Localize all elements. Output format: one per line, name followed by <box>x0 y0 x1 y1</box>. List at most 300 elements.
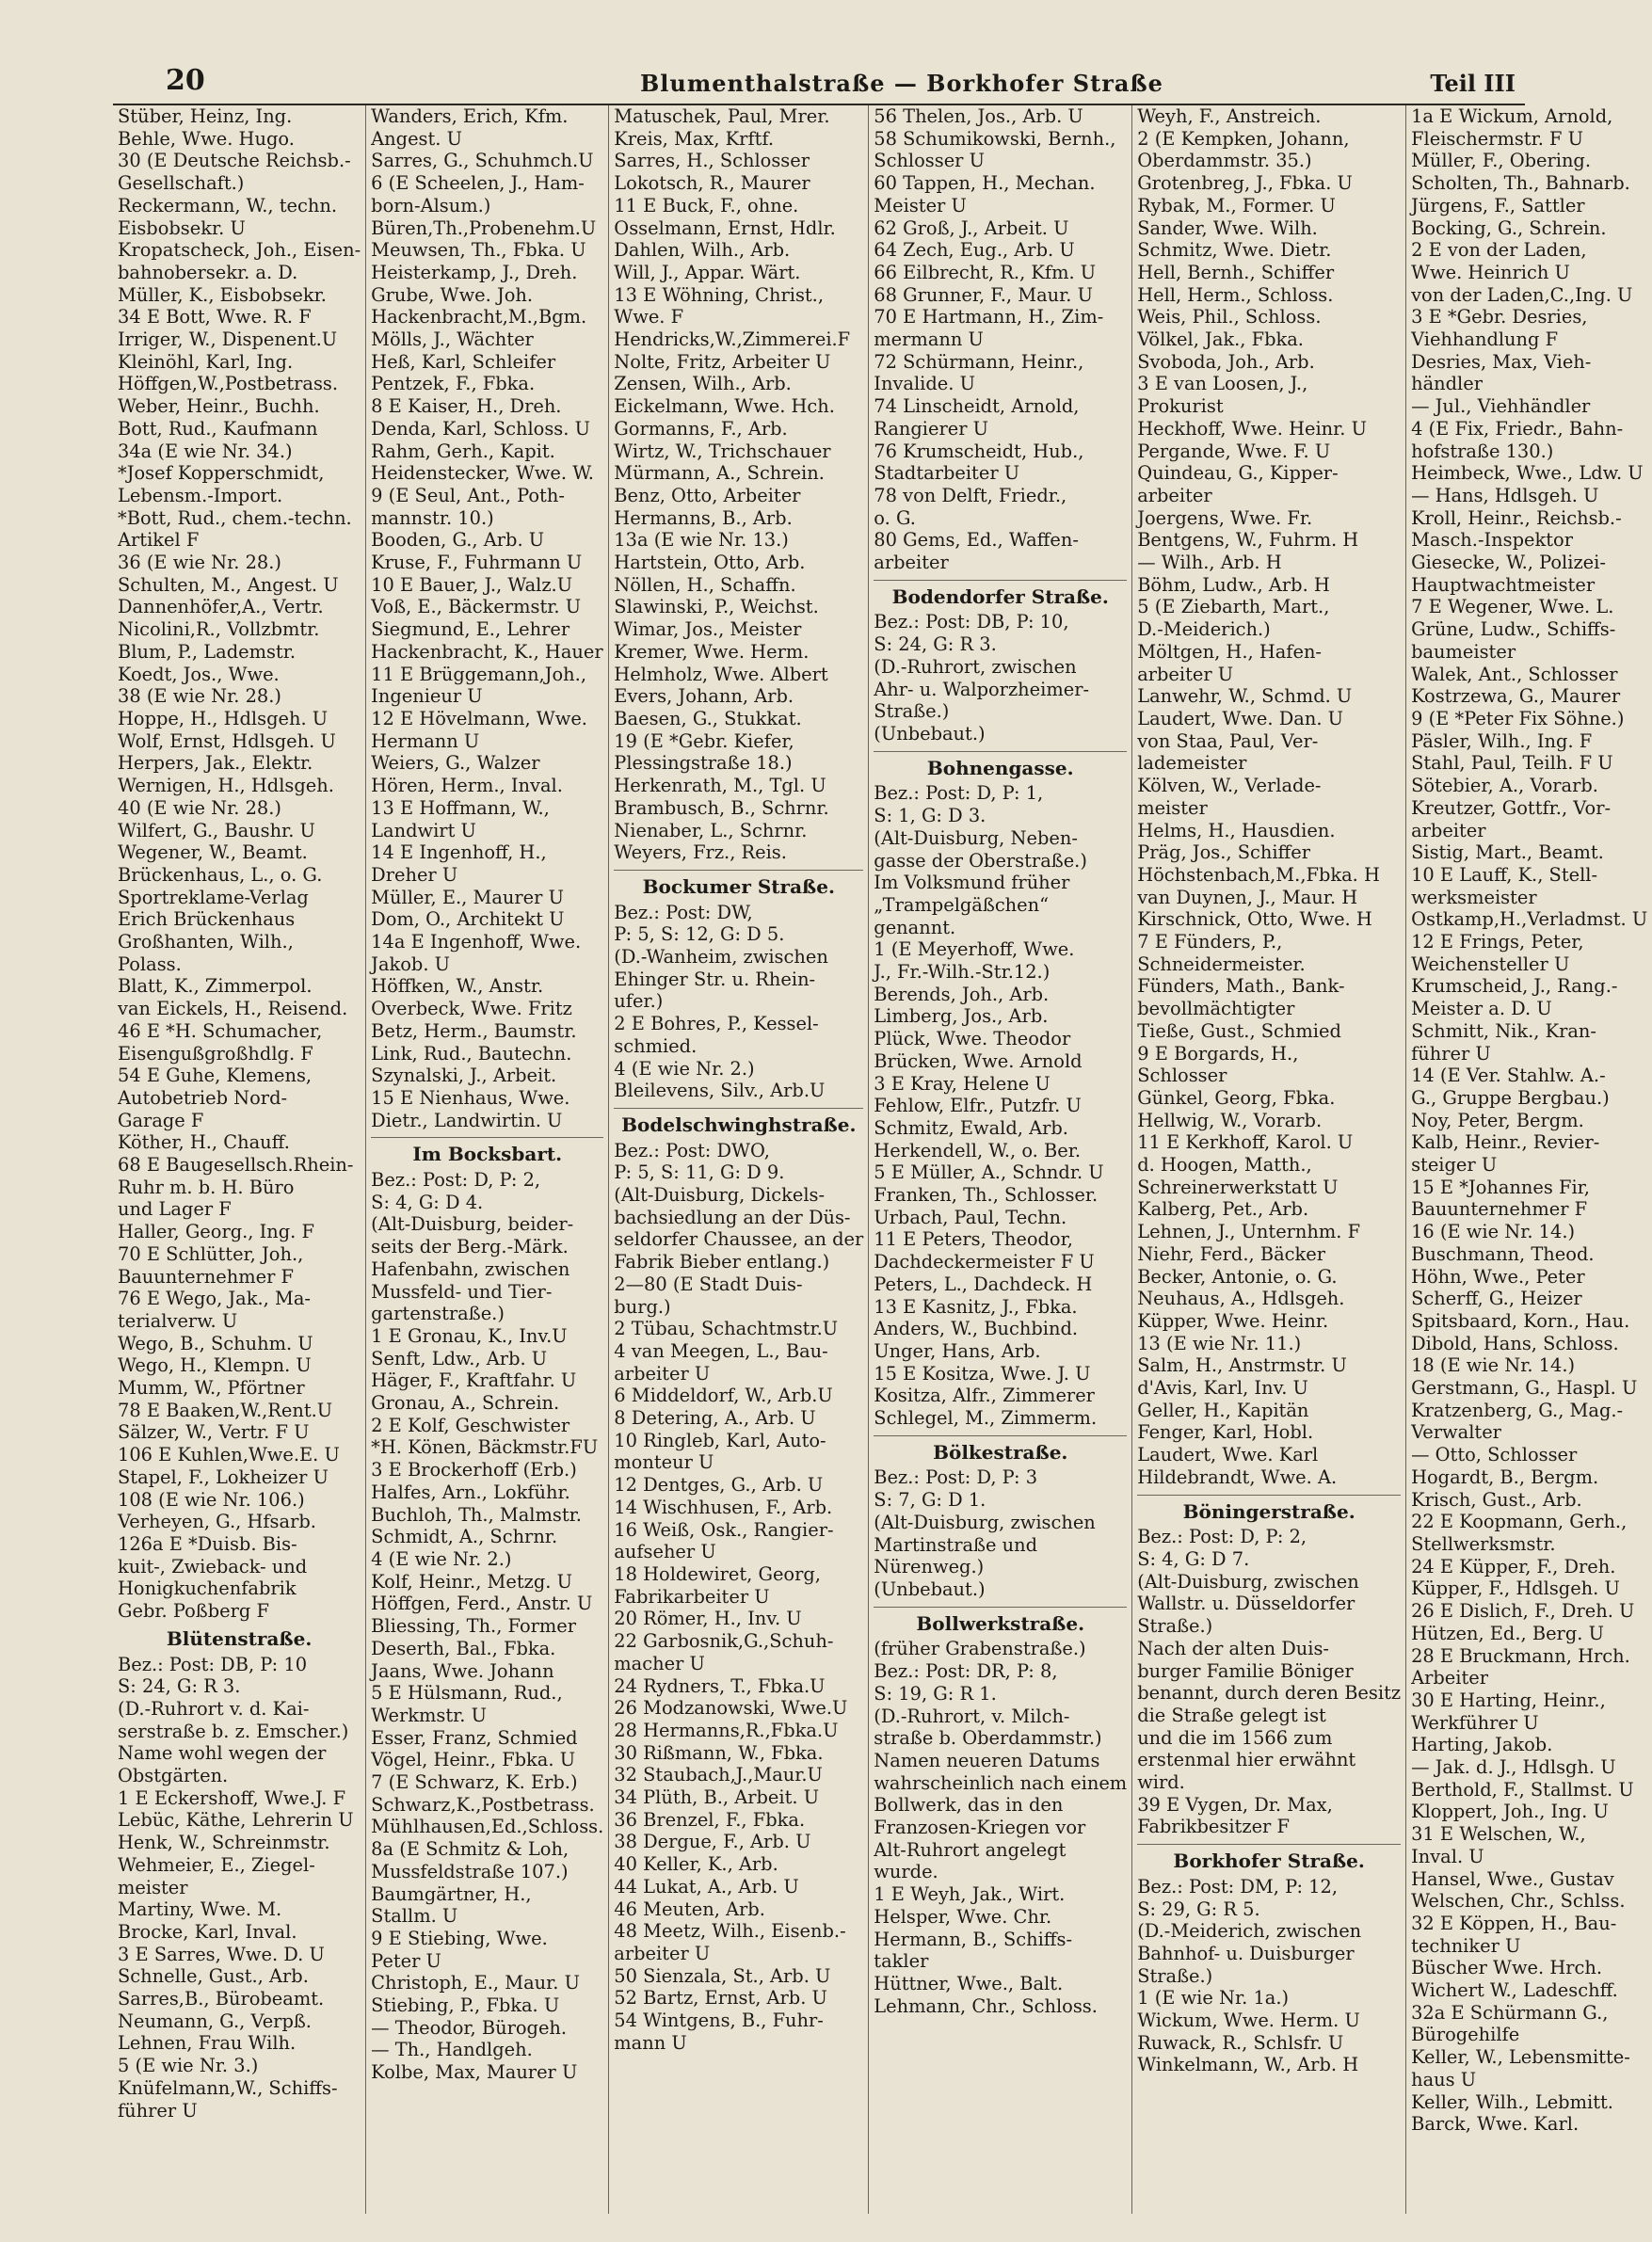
directory-entry: Nienaber, L., Schrnr. <box>614 819 808 841</box>
directory-entry: S: 4, G: D 4. <box>371 1191 484 1213</box>
directory-entry: Stellwerksmstr. <box>1411 1533 1556 1555</box>
directory-entry: Hackenbracht, K., Hauer <box>371 640 603 663</box>
directory-entry: Brambusch, B., Schrnr. <box>614 796 829 819</box>
street-heading: Bodendorfer Straße. <box>891 585 1109 608</box>
directory-entry: Müller, F., Obering. <box>1411 150 1592 172</box>
directory-entry: Eisbobsekr. U <box>118 216 246 239</box>
directory-entry: Rybak, M., Former. U <box>1137 194 1336 216</box>
directory-entry: Siegmund, E., Lehrer <box>371 618 570 641</box>
directory-entry: Anders, W., Buchbind. <box>874 1318 1079 1340</box>
directory-entry: 28 E Bruckmann, Hrch. <box>1411 1644 1630 1667</box>
directory-entry: Sarres,B., Bürobeamt. <box>118 1988 325 2010</box>
directory-entry: Herkenrath, M., Tgl. U <box>614 775 826 797</box>
directory-entry: arbeiter <box>1411 819 1486 841</box>
directory-entry: Mühlhausen,Ed.,Schloss. <box>371 1816 604 1838</box>
directory-entry: Bauunternehmer F <box>118 1265 295 1288</box>
directory-entry: 58 Schumikowski, Bernh., <box>874 127 1116 150</box>
directory-entry: Fabrikbesitzer F <box>1137 1816 1290 1838</box>
directory-entry: Meister U <box>874 194 967 216</box>
directory-entry: Bollwerk, das in den <box>874 1794 1064 1817</box>
directory-entry: Kreutzer, Gottfr., Vor- <box>1411 796 1612 819</box>
directory-entry: 12 E Frings, Peter, <box>1411 931 1584 953</box>
column-1 <box>113 105 365 2214</box>
directory-entry: Ostkamp,H.,Verladmst. U <box>1411 908 1648 931</box>
directory-entry: Artikel F <box>118 529 200 552</box>
directory-entry: (D.-Wanheim, zwischen <box>614 946 828 969</box>
directory-entry: Hermann, B., Schiffs- <box>874 1928 1073 1950</box>
directory-entry: 54 Wintgens, B., Fuhr- <box>614 2010 824 2032</box>
directory-entry: mannstr. 10.) <box>371 506 494 529</box>
directory-entry: Scherff, G., Heizer <box>1411 1288 1582 1310</box>
directory-entry: Osselmann, Ernst, Hdlr. <box>614 216 836 239</box>
directory-entry: Nöllen, H., Schaffn. <box>614 573 796 596</box>
directory-entry: Herpers, Jak., Elektr. <box>118 752 313 775</box>
directory-entry: Bleilevens, Silv., Arb.U <box>614 1080 826 1102</box>
directory-entry: Im Volksmund früher <box>874 872 1070 894</box>
directory-entry: 4 (E wie Nr. 2.) <box>614 1057 755 1080</box>
directory-entry: Brocke, Karl, Inval. <box>118 1920 297 1943</box>
directory-entry: — Otto, Schlosser <box>1411 1444 1578 1466</box>
directory-entry: 34a (E wie Nr. 34.) <box>118 440 293 462</box>
directory-entry: Zensen, Wilh., Arb. <box>614 373 792 395</box>
directory-entry: Kreis, Max, Krftf. <box>614 127 775 150</box>
directory-entry: Eisengußgroßhdlg. F <box>118 1042 313 1065</box>
directory-entry: 3 E *Gebr. Desries, <box>1411 306 1588 328</box>
directory-entry: 34 E Bott, Wwe. R. F <box>118 306 312 328</box>
directory-entry: Müller, K., Eisbobsekr. <box>118 283 327 306</box>
directory-entry: o. G. <box>874 506 916 529</box>
directory-entry: (Alt-Duisburg, zwischen <box>1137 1570 1359 1593</box>
directory-entry: 8a (E Schmitz & Loh, <box>371 1838 569 1861</box>
directory-entry: Berthold, F., Stallmst. U <box>1411 1778 1634 1801</box>
directory-entry: Link, Rud., Bautechn. <box>371 1042 572 1065</box>
directory-entry: 13a (E wie Nr. 13.) <box>614 529 789 552</box>
directory-entry: Oberdammstr. 35.) <box>1137 150 1312 172</box>
directory-entry: Berends, Joh., Arb. <box>874 983 1050 1005</box>
directory-entry: 80 Gems, Ed., Waffen- <box>874 529 1079 552</box>
directory-entry: Brücken, Wwe. Arnold <box>874 1049 1083 1072</box>
directory-entry: Wego, H., Klempn. U <box>118 1354 312 1377</box>
directory-entry: Büren,Th.,Probenehm.U <box>371 216 597 239</box>
directory-entry: Wirtz, W., Trichschauer <box>614 440 831 462</box>
directory-entry: Sander, Wwe. Wilh. <box>1137 216 1318 239</box>
directory-entry: *Bott, Rud., chem.-techn. <box>118 506 352 529</box>
directory-entry: Gormanns, F., Arb. <box>614 417 788 440</box>
directory-entry: Köther, H., Chauff. <box>118 1131 290 1154</box>
directory-entry: Salm, H., Anstrmstr. U <box>1137 1354 1347 1377</box>
directory-entry: 46 Meuten, Arb. <box>614 1898 765 1920</box>
directory-entry: Bott, Rud., Kaufmann <box>118 417 318 440</box>
directory-entry: Meister a. D. U <box>1411 998 1552 1020</box>
directory-entry: Höhn, Wwe., Peter <box>1411 1265 1585 1288</box>
directory-entry: Prokurist <box>1137 395 1224 418</box>
directory-entry: Krisch, Gust., Arb. <box>1411 1488 1582 1511</box>
directory-entry: Möltgen, H., Hafen- <box>1137 640 1322 663</box>
directory-entry: 32a E Schürmann G., <box>1411 2001 1609 2024</box>
directory-entry: Dom, O., Architekt U <box>371 908 565 931</box>
directory-entry: Heß, Karl, Schleifer <box>371 350 556 373</box>
section-divider <box>1137 1844 1401 1845</box>
directory-entry: 38 (E wie Nr. 28.) <box>118 685 281 708</box>
directory-entry: Werkmstr. U <box>371 1704 487 1726</box>
directory-entry: Inval. U <box>1411 1845 1484 1867</box>
directory-entry: Schlosser <box>1137 1065 1227 1087</box>
directory-entry: (früher Grabenstraße.) <box>874 1638 1086 1660</box>
directory-entry: burg.) <box>614 1295 671 1318</box>
directory-entry: Keller, Wilh., Lebmitt. <box>1411 2090 1613 2113</box>
columns-container <box>113 105 1648 2214</box>
directory-entry: Völkel, Jak., Fbka. <box>1137 328 1304 351</box>
directory-entry: wahrscheinlich nach einem <box>874 1771 1128 1794</box>
directory-entry: 70 E Schlütter, Joh., <box>118 1242 304 1265</box>
directory-entry: Gebr. Poßberg F <box>118 1600 269 1623</box>
directory-entry: Wegener, W., Beamt. <box>118 841 308 864</box>
directory-entry: von Staa, Paul, Ver- <box>1137 729 1319 752</box>
directory-entry: 10 E Bauer, J., Walz.U <box>371 573 573 596</box>
directory-entry: Schmitt, Nik., Kran- <box>1411 1019 1596 1042</box>
street-heading: Bölkestraße. <box>933 1440 1068 1464</box>
directory-entry: (Alt-Duisburg, Dickels- <box>614 1184 826 1207</box>
directory-entry: aufseher U <box>614 1541 716 1563</box>
directory-entry: Keller, W., Lebensmitte- <box>1411 2046 1630 2069</box>
directory-entry: Lebensm.-Import. <box>118 484 283 506</box>
directory-entry: Präg, Jos., Schiffer <box>1137 841 1311 864</box>
directory-entry: Böhm, Ludw., Arb. H <box>1137 573 1330 596</box>
directory-entry: Viehhandlung F <box>1411 328 1559 351</box>
directory-entry: Nürenweg.) <box>874 1556 985 1578</box>
section-divider <box>614 1108 863 1109</box>
directory-entry: Scholten, Th., Bahnarb. <box>1411 172 1630 195</box>
directory-entry: Schulten, M., Angest. U <box>118 573 339 596</box>
directory-entry: Höffgen,W.,Postbetrass. <box>118 373 339 395</box>
directory-entry: Jürgens, F., Sattler <box>1411 194 1585 216</box>
directory-entry: Lehnen, J., Unternhm. F <box>1137 1221 1361 1243</box>
directory-entry: Bez.: Post: D, P: 3 <box>874 1466 1038 1489</box>
directory-entry: 9 E Stiebing, Wwe. <box>371 1927 548 1949</box>
directory-entry: Hauptwachtmeister <box>1411 573 1596 596</box>
directory-entry: Hören, Herm., Inval. <box>371 775 563 797</box>
directory-entry: Gerstmann, G., Haspl. U <box>1411 1377 1638 1400</box>
directory-entry: Hoppe, H., Hdlsgeh. U <box>118 707 329 729</box>
directory-entry: 15 E Kositza, Wwe. J. U <box>874 1362 1091 1385</box>
directory-entry: (D.-Ruhrort, v. Milch- <box>874 1705 1070 1727</box>
directory-entry: (Unbebaut.) <box>874 1578 986 1600</box>
directory-entry: — Th., Handlgeh. <box>371 2039 533 2061</box>
directory-entry: Joergens, Wwe. Fr. <box>1137 506 1313 529</box>
directory-entry: 15 E *Johannes Fir, <box>1411 1176 1590 1198</box>
directory-entry: Hafenbahn, zwischen <box>371 1257 570 1280</box>
directory-entry: Wimar, Jos., Meister <box>614 618 802 641</box>
directory-entry: Kremer, Wwe. Herm. <box>614 640 810 663</box>
directory-entry: Mussfeld- und Tier- <box>371 1280 553 1303</box>
directory-entry: 2 E von der Laden, <box>1411 239 1587 262</box>
directory-entry: Vögel, Heinr., Fbka. U <box>371 1749 576 1771</box>
street-heading: Bollwerkstraße. <box>916 1611 1085 1635</box>
directory-entry: Tieße, Gust., Schmied <box>1137 1019 1341 1042</box>
directory-entry: Masch.-Inspektor <box>1411 529 1573 552</box>
directory-entry: S: 24, G: R 3. <box>874 633 997 656</box>
directory-entry: Szynalski, J., Arbeit. <box>371 1065 557 1087</box>
directory-entry: Wernigen, H., Hdlsgeh. <box>118 775 334 797</box>
directory-entry: 13 (E wie Nr. 11.) <box>1137 1332 1302 1354</box>
directory-entry: Bliessing, Th., Former <box>371 1615 577 1638</box>
directory-entry: Hützen, Ed., Berg. U <box>1411 1622 1604 1644</box>
directory-entry: Hellwig, W., Vorarb. <box>1137 1109 1323 1131</box>
directory-entry: benannt, durch deren Besitz <box>1137 1682 1402 1705</box>
section-divider <box>614 870 863 871</box>
directory-entry: bahnobersekr. a. D. <box>118 261 298 283</box>
directory-entry: Helms, H., Hausdien. <box>1137 819 1336 841</box>
directory-entry: Höffgen, Ferd., Anstr. U <box>371 1593 593 1615</box>
directory-entry: Jaans, Wwe. Johann <box>371 1659 554 1682</box>
directory-entry: 6 (E Scheelen, J., Ham- <box>371 172 585 195</box>
directory-entry: Haller, Georg., Ing. F <box>118 1221 314 1243</box>
directory-entry: 15 E Nienhaus, Wwe. <box>371 1086 570 1109</box>
directory-entry: 106 E Kuhlen,Wwe.E. U <box>118 1444 340 1466</box>
directory-entry: Büscher Wwe. Hrch. <box>1411 1957 1603 1979</box>
directory-entry: Lehmann, Chr., Schloss. <box>874 1994 1098 2017</box>
directory-entry: 2 E Kolf, Geschwister <box>371 1414 570 1436</box>
directory-entry: genannt. <box>874 916 956 938</box>
directory-entry: Fehlow, Elfr., Putzfr. U <box>874 1095 1082 1117</box>
directory-entry: Kloppert, Joh., Ing. U <box>1411 1801 1609 1823</box>
street-heading: Bockumer Straße. <box>642 874 835 898</box>
directory-entry: 13 E Hoffmann, W., <box>371 796 550 819</box>
directory-entry: 76 Krumscheidt, Hub., <box>874 440 1084 462</box>
directory-entry: arbeiter U <box>1137 663 1234 685</box>
directory-entry: 74 Linscheidt, Arnold, <box>874 395 1080 418</box>
directory-entry: 1 E Gronau, K., Inv.U <box>371 1324 568 1347</box>
directory-entry: Honigkuchenfabrik <box>118 1577 297 1600</box>
directory-entry: Wehmeier, E., Ziegel- <box>118 1853 315 1876</box>
directory-entry: Welschen, Chr., Schlss. <box>1411 1890 1626 1913</box>
directory-entry: (Alt-Duisburg, zwischen <box>874 1511 1096 1533</box>
directory-entry: 24 E Küpper, F., Dreh. <box>1411 1555 1616 1577</box>
directory-entry: 5 (E wie Nr. 3.) <box>118 2055 259 2077</box>
directory-entry: 3 E van Loosen, J., <box>1137 373 1308 395</box>
directory-entry: Weyers, Frz., Reis. <box>614 841 787 864</box>
directory-entry: S: 4, G: D 7. <box>1137 1548 1250 1570</box>
directory-entry: 22 Garbosnik,G.,Schuh- <box>614 1630 834 1653</box>
directory-entry: Harting, Jakob. <box>1411 1734 1553 1756</box>
directory-entry: die Straße gelegt ist <box>1137 1704 1326 1726</box>
directory-entry: 11 E Peters, Theodor, <box>874 1228 1073 1251</box>
directory-entry: Arbeiter <box>1411 1667 1488 1690</box>
directory-entry: Kirschnick, Otto, Wwe. H <box>1137 908 1372 931</box>
directory-entry: Hansel, Wwe., Gustav <box>1411 1867 1614 1890</box>
street-heading: Bohnengasse. <box>926 756 1074 779</box>
directory-entry: Lokotsch, R., Maurer <box>614 172 810 195</box>
directory-entry: meister <box>118 1876 188 1898</box>
directory-entry: Lehnen, Frau Wilh. <box>118 2032 297 2055</box>
directory-entry: Overbeck, Wwe. Fritz <box>371 998 572 1020</box>
directory-entry: hofstraße 130.) <box>1411 440 1554 462</box>
directory-entry: Schnelle, Gust., Arb. <box>118 1965 309 1988</box>
section-divider <box>1137 1495 1401 1496</box>
section-divider <box>874 1435 1127 1436</box>
directory-entry: Sarres, G., Schuhmch.U <box>371 150 594 172</box>
directory-entry: P: 5, S: 11, G: D 9. <box>614 1161 785 1184</box>
directory-entry: Wallstr. u. Düsseldorfer <box>1137 1593 1355 1615</box>
directory-entry: S: 19, G: R 1. <box>874 1682 997 1705</box>
directory-entry: 9 E Borgards, H., <box>1137 1042 1299 1065</box>
directory-entry: Sälzer, W., Vertr. F U <box>118 1421 310 1444</box>
directory-entry: Schwarz,K.,Postbetrass. <box>371 1793 595 1816</box>
directory-entry: 12 E Hövelmann, Wwe. <box>371 707 587 729</box>
directory-entry: Giesecke, W., Polizei- <box>1411 552 1606 574</box>
directory-entry: Höffken, W., Anstr. <box>371 975 544 998</box>
directory-entry: Jakob. U <box>371 953 451 975</box>
directory-entry: 38 Dergue, F., Arb. U <box>614 1831 811 1853</box>
directory-entry: steiger U <box>1411 1154 1498 1177</box>
directory-entry: arbeiter <box>874 552 949 574</box>
directory-entry: 14a E Ingenhoff, Wwe. <box>371 931 582 953</box>
directory-entry: 1a E Wickum, Arnold, <box>1411 105 1613 127</box>
directory-entry: Angest. U <box>371 127 462 150</box>
directory-entry: Hüttner, Wwe., Balt. <box>874 1972 1064 1994</box>
directory-entry: Bez.: Post: DW, <box>614 901 753 923</box>
directory-entry: Hell, Herm., Schloss. <box>1137 283 1334 306</box>
directory-entry: Barck, Wwe. Karl. <box>1411 2113 1580 2136</box>
directory-entry: burger Familie Böniger <box>1137 1659 1354 1682</box>
directory-entry: Bürogehilfe <box>1411 2024 1520 2046</box>
directory-entry: 3 E Brockerhoff (Erb.) <box>371 1459 577 1481</box>
directory-entry: 62 Groß, J., Arbeit. U <box>874 216 1069 239</box>
directory-entry: Bez.: Post: D, P: 1, <box>874 782 1044 805</box>
directory-entry: Küpper, Wwe. Heinr. <box>1137 1309 1329 1332</box>
directory-entry: Booden, G., Arb. U <box>371 529 545 552</box>
directory-entry: 39 E Vygen, Dr. Max, <box>1137 1793 1333 1816</box>
directory-entry: Dachdeckermeister F U <box>874 1251 1095 1273</box>
directory-entry: wird. <box>1137 1771 1185 1794</box>
directory-entry: 26 E Dislich, F., Dreh. U <box>1411 1600 1635 1623</box>
directory-entry: 30 (E Deutsche Reichsb.- <box>118 150 351 172</box>
directory-entry: Straße.) <box>1137 1615 1213 1638</box>
directory-entry: Sarres, H., Schlosser <box>614 150 810 172</box>
directory-entry: Sportreklame-Verlag <box>118 886 309 908</box>
directory-entry: D.-Meiderich.) <box>1137 618 1271 641</box>
directory-entry: haus U <box>1411 2068 1477 2090</box>
section-divider <box>874 580 1127 581</box>
directory-entry: 9 (E Seul, Ant., Poth- <box>371 484 565 506</box>
directory-entry: d'Avis, Karl, Inv. U <box>1137 1377 1308 1400</box>
directory-entry: Lanwehr, W., Schmd. U <box>1137 685 1353 708</box>
directory-entry: Limberg, Jos., Arb. <box>874 1005 1049 1028</box>
street-heading: Bodelschwinghstraße. <box>621 1113 857 1136</box>
directory-entry: Plessingstraße 18.) <box>614 752 793 775</box>
directory-entry: Schreinerwerkstatt U <box>1137 1176 1339 1198</box>
directory-entry: (D.-Ruhrort, zwischen <box>874 655 1077 678</box>
directory-entry: Kratzenberg, G., Mag.- <box>1411 1399 1624 1421</box>
directory-entry: Mölls, J., Wächter <box>371 328 534 351</box>
directory-entry: Svoboda, Joh., Arb. <box>1137 350 1315 373</box>
directory-entry: Günkel, Georg, Fbka. <box>1137 1086 1336 1109</box>
directory-entry: 20 Römer, H., Inv. U <box>614 1608 802 1630</box>
directory-entry: 9 (E *Peter Fix Söhne.) <box>1411 707 1625 729</box>
directory-entry: Wichert W., Ladeschff. <box>1411 1979 1618 2002</box>
directory-entry: 24 Rydners, T., Fbka.U <box>614 1674 826 1697</box>
directory-entry: führer U <box>1411 1042 1491 1065</box>
directory-entry: gartenstraße.) <box>371 1303 505 1325</box>
directory-entry: Landwirt U <box>371 819 476 841</box>
directory-entry: born-Alsum.) <box>371 194 491 216</box>
directory-entry: 4 (E Fix, Friedr., Bahn- <box>1411 417 1624 440</box>
directory-entry: 2—80 (E Stadt Duis- <box>614 1273 803 1295</box>
directory-entry: 5 E Müller, A., Schndr. U <box>874 1161 1104 1184</box>
directory-entry: 2 (E Kempken, Johann, <box>1137 127 1350 150</box>
directory-entry: Name wohl wegen der <box>118 1742 327 1765</box>
directory-entry: Hartstein, Otto, Arb. <box>614 552 806 574</box>
directory-entry: Wanders, Erich, Kfm. <box>371 105 569 127</box>
directory-entry: 5 (E Ziebarth, Mart., <box>1137 596 1330 618</box>
directory-entry: Alt-Ruhrort angelegt <box>874 1838 1067 1861</box>
directory-entry: Betz, Herm., Baumstr. <box>371 1019 577 1042</box>
directory-entry: 1 E Eckershoff, Wwe.J. F <box>118 1786 346 1809</box>
directory-entry: — Wilh., Arb. H <box>1137 552 1282 574</box>
directory-entry: 34 Plüth, B., Arbeit. U <box>614 1786 820 1809</box>
directory-entry: 10 Ringleb, Karl, Auto- <box>614 1429 826 1451</box>
directory-entry: Helsper, Wwe. Chr. <box>874 1905 1052 1928</box>
directory-entry: 8 E Kaiser, H., Dreh. <box>371 395 562 418</box>
directory-entry: takler <box>874 1950 929 1973</box>
directory-entry: Bauunternehmer F <box>1411 1198 1588 1221</box>
directory-entry: 11 E Buck, F., ohne. <box>614 194 799 216</box>
directory-entry: Päsler, Wilh., Ing. F <box>1411 729 1593 752</box>
directory-entry: 5 E Hülsmann, Rud., <box>371 1682 563 1705</box>
directory-entry: 32 E Köppen, H., Bau- <box>1411 1912 1617 1934</box>
directory-entry: Kropatscheck, Joh., Eisen- <box>118 239 361 262</box>
section-divider <box>874 1607 1127 1608</box>
directory-entry: 78 von Delft, Friedr., <box>874 484 1067 506</box>
directory-entry: Polass. <box>118 953 182 975</box>
directory-entry: Sistig, Mart., Beamt. <box>1411 841 1604 864</box>
column-2 <box>365 105 608 2214</box>
street-heading: Böningerstraße. <box>1182 1499 1355 1523</box>
directory-entry: — Jul., Viehhändler <box>1411 395 1591 418</box>
directory-entry: (Alt-Duisburg, beider- <box>371 1213 574 1236</box>
directory-entry: Urbach, Paul, Techn. <box>874 1206 1067 1228</box>
directory-entry: 16 Weiß, Osk., Rangier- <box>614 1518 834 1541</box>
directory-entry: Voß, E., Bäckermstr. U <box>371 596 582 618</box>
directory-entry: (Unbebaut.) <box>874 722 986 745</box>
directory-entry: Martinstraße und <box>874 1533 1038 1556</box>
directory-entry: (Alt-Duisburg, Neben- <box>874 826 1078 849</box>
directory-entry: ufer.) <box>614 990 664 1013</box>
directory-entry: Straße.) <box>874 700 950 723</box>
directory-entry: S: 1, G: D 3. <box>874 805 986 827</box>
directory-entry: Werkführer U <box>1411 1711 1539 1734</box>
directory-entry: 126a E *Duisb. Bis- <box>118 1533 297 1555</box>
directory-entry: 68 E Baugesellsch.Rhein- <box>118 1154 354 1177</box>
directory-entry: Fleischermstr. F U <box>1411 127 1584 150</box>
directory-entry: Heimbeck, Wwe., Ldw. U <box>1411 462 1644 485</box>
directory-entry: S: 29, G: R 5. <box>1137 1898 1260 1920</box>
directory-entry: Straße.) <box>1137 1964 1213 1987</box>
directory-entry: Esser, Franz, Schmied <box>371 1726 578 1749</box>
column-3 <box>608 105 868 2214</box>
directory-entry: händler <box>1411 373 1483 395</box>
directory-entry: lademeister <box>1137 752 1247 775</box>
directory-entry: 78 E Baaken,W.,Rent.U <box>118 1399 333 1421</box>
directory-entry: wurde. <box>874 1861 938 1883</box>
directory-entry: Kostrzewa, G., Maurer <box>1411 685 1621 708</box>
directory-entry: Wwe. F <box>614 306 684 328</box>
directory-entry: Wolf, Ernst, Hdlsgeh. U <box>118 729 336 752</box>
directory-entry: Rahm, Gerh., Kapit. <box>371 440 555 462</box>
directory-entry: Wickum, Wwe. Herm. U <box>1137 2010 1360 2032</box>
directory-entry: arbeiter U <box>614 1942 711 1964</box>
directory-entry: Wwe. Heinrich U <box>1411 261 1570 283</box>
